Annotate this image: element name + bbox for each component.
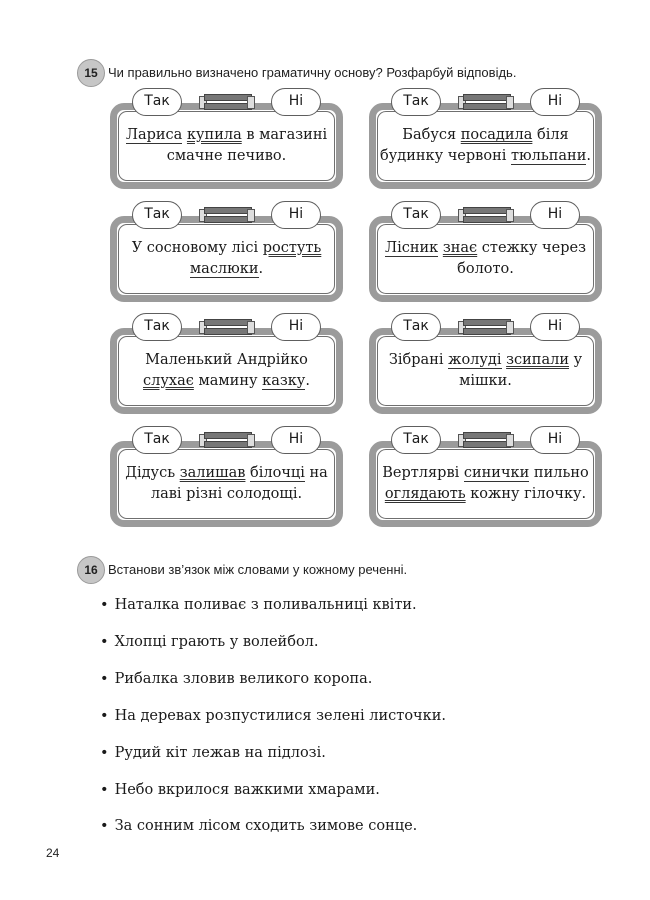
answer-no-button[interactable]: Ні: [530, 313, 580, 341]
sentence-fragment: стежку через болото.: [457, 240, 587, 277]
card-sentence: [379, 350, 592, 392]
sentence-item: [100, 818, 417, 834]
bullet-icon: •: [100, 597, 109, 613]
card-sentence: [379, 125, 592, 167]
answer-card: [110, 431, 343, 527]
answer-no-button[interactable]: Ні: [271, 201, 321, 229]
sentence-fragment: пильно: [529, 465, 589, 481]
bullet-icon: •: [100, 818, 109, 834]
sentence-item: [100, 708, 446, 724]
answer-yes-button[interactable]: Так: [132, 88, 182, 116]
card-sentence: [120, 350, 333, 392]
answer-yes-button[interactable]: Так: [391, 88, 441, 116]
sentence-fragment: кожну гілочку.: [465, 486, 587, 502]
task-15-number-badge: 15: [77, 59, 105, 87]
subject-word: жолуді: [448, 352, 502, 368]
answer-card: [369, 93, 602, 189]
card-sentence: [379, 238, 592, 280]
answer-card: [369, 206, 602, 302]
sentence-fragment: .: [258, 261, 264, 277]
bullet-icon: •: [100, 634, 109, 650]
predicate-word: оглядають: [384, 486, 466, 502]
clasp-icon: [200, 432, 254, 449]
clasp-icon: [459, 432, 513, 449]
clasp-icon: [459, 319, 513, 336]
sentence-item: [100, 634, 319, 650]
answer-card: [110, 206, 343, 302]
answer-card: [110, 93, 343, 189]
task-15-title: Чи правильно визначено граматичну основу? Розфарбуй відповідь.: [108, 65, 517, 80]
task-16-title: Встанови зв’язок між словами у кожному реченні.: [108, 562, 408, 577]
answer-yes-button[interactable]: Так: [391, 313, 441, 341]
predicate-word: слухає: [143, 373, 194, 389]
sentence-text: Хлопці грають у волейбол.: [114, 634, 319, 650]
subject-word: синички: [463, 465, 530, 481]
predicate-word: залишав: [179, 465, 246, 481]
sentence-item: [100, 671, 372, 687]
subject-word: тюльпани: [510, 148, 587, 164]
clasp-icon: [459, 207, 513, 224]
sentence-text: На деревах розпустилися зелені листочки.: [114, 708, 446, 724]
predicate-word: знає: [442, 240, 478, 256]
answer-no-button[interactable]: Ні: [271, 88, 321, 116]
predicate-word: зсипали: [506, 352, 569, 368]
clasp-icon: [200, 94, 254, 111]
sentence-fragment: в магазині смачне печиво.: [166, 127, 328, 164]
sentence-item: [100, 597, 417, 613]
bullet-icon: •: [100, 708, 109, 724]
sentence-text: За сонним лісом сходить зимове сонце.: [114, 818, 418, 834]
task-16-number-badge: 16: [77, 556, 105, 584]
sentence-text: Рудий кіт лежав на підлозі.: [114, 745, 326, 761]
sentence-fragment: Бабуся: [402, 127, 461, 143]
answer-no-button[interactable]: Ні: [271, 313, 321, 341]
sentence-item: [100, 745, 326, 761]
sentence-fragment: .: [305, 373, 310, 389]
subject-word: Лариса: [125, 127, 183, 143]
sentence-fragment: на лаві різні солодощі.: [150, 465, 328, 502]
subject-word: Лісник: [384, 240, 439, 256]
subject-word: маслюки: [189, 261, 259, 277]
sentence-text: Рибалка зловив великого коропа.: [114, 671, 373, 687]
sentence-fragment: Дідусь: [125, 465, 180, 481]
sentence-fragment: біля будинку червоні: [380, 127, 569, 164]
answer-yes-button[interactable]: Так: [132, 313, 182, 341]
sentence-fragment: У сосновому лісі: [131, 240, 263, 256]
sentence-fragment: .: [586, 148, 591, 164]
sentence-fragment: Маленький Андрійко: [145, 352, 308, 368]
card-sentence: [379, 463, 592, 505]
predicate-word: посадила: [460, 127, 533, 143]
clasp-icon: [200, 207, 254, 224]
sentence-fragment: у мішки.: [459, 352, 583, 389]
predicate-word: ростуть: [262, 240, 322, 256]
bullet-icon: •: [100, 782, 109, 798]
sentence-text: Наталка поливає з поливальниці квіти.: [114, 597, 417, 613]
sentence-item: [100, 782, 380, 798]
bullet-icon: •: [100, 745, 109, 761]
sentence-text: Небо вкрилося важкими хмарами.: [114, 782, 380, 798]
answer-no-button[interactable]: Ні: [530, 426, 580, 454]
sentence-fragment: мамину: [193, 373, 263, 389]
answer-card: [110, 318, 343, 414]
card-sentence: [120, 125, 333, 167]
answer-no-button[interactable]: Ні: [530, 201, 580, 229]
page-number: 24: [46, 846, 60, 860]
answer-yes-button[interactable]: Так: [391, 201, 441, 229]
clasp-icon: [200, 319, 254, 336]
answer-card: [369, 431, 602, 527]
subject-word: білочці: [250, 465, 305, 481]
sentence-fragment: Вертлярві: [382, 465, 464, 481]
answer-no-button[interactable]: Ні: [530, 88, 580, 116]
subject-word: казку: [262, 373, 306, 389]
card-sentence: [120, 238, 333, 280]
answer-yes-button[interactable]: Так: [132, 201, 182, 229]
answer-yes-button[interactable]: Так: [391, 426, 441, 454]
card-sentence: [120, 463, 333, 505]
answer-no-button[interactable]: Ні: [271, 426, 321, 454]
answer-yes-button[interactable]: Так: [132, 426, 182, 454]
sentence-fragment: Зібрані: [388, 352, 449, 368]
answer-card: [369, 318, 602, 414]
bullet-icon: •: [100, 671, 109, 687]
predicate-word: купила: [186, 127, 242, 143]
clasp-icon: [459, 94, 513, 111]
